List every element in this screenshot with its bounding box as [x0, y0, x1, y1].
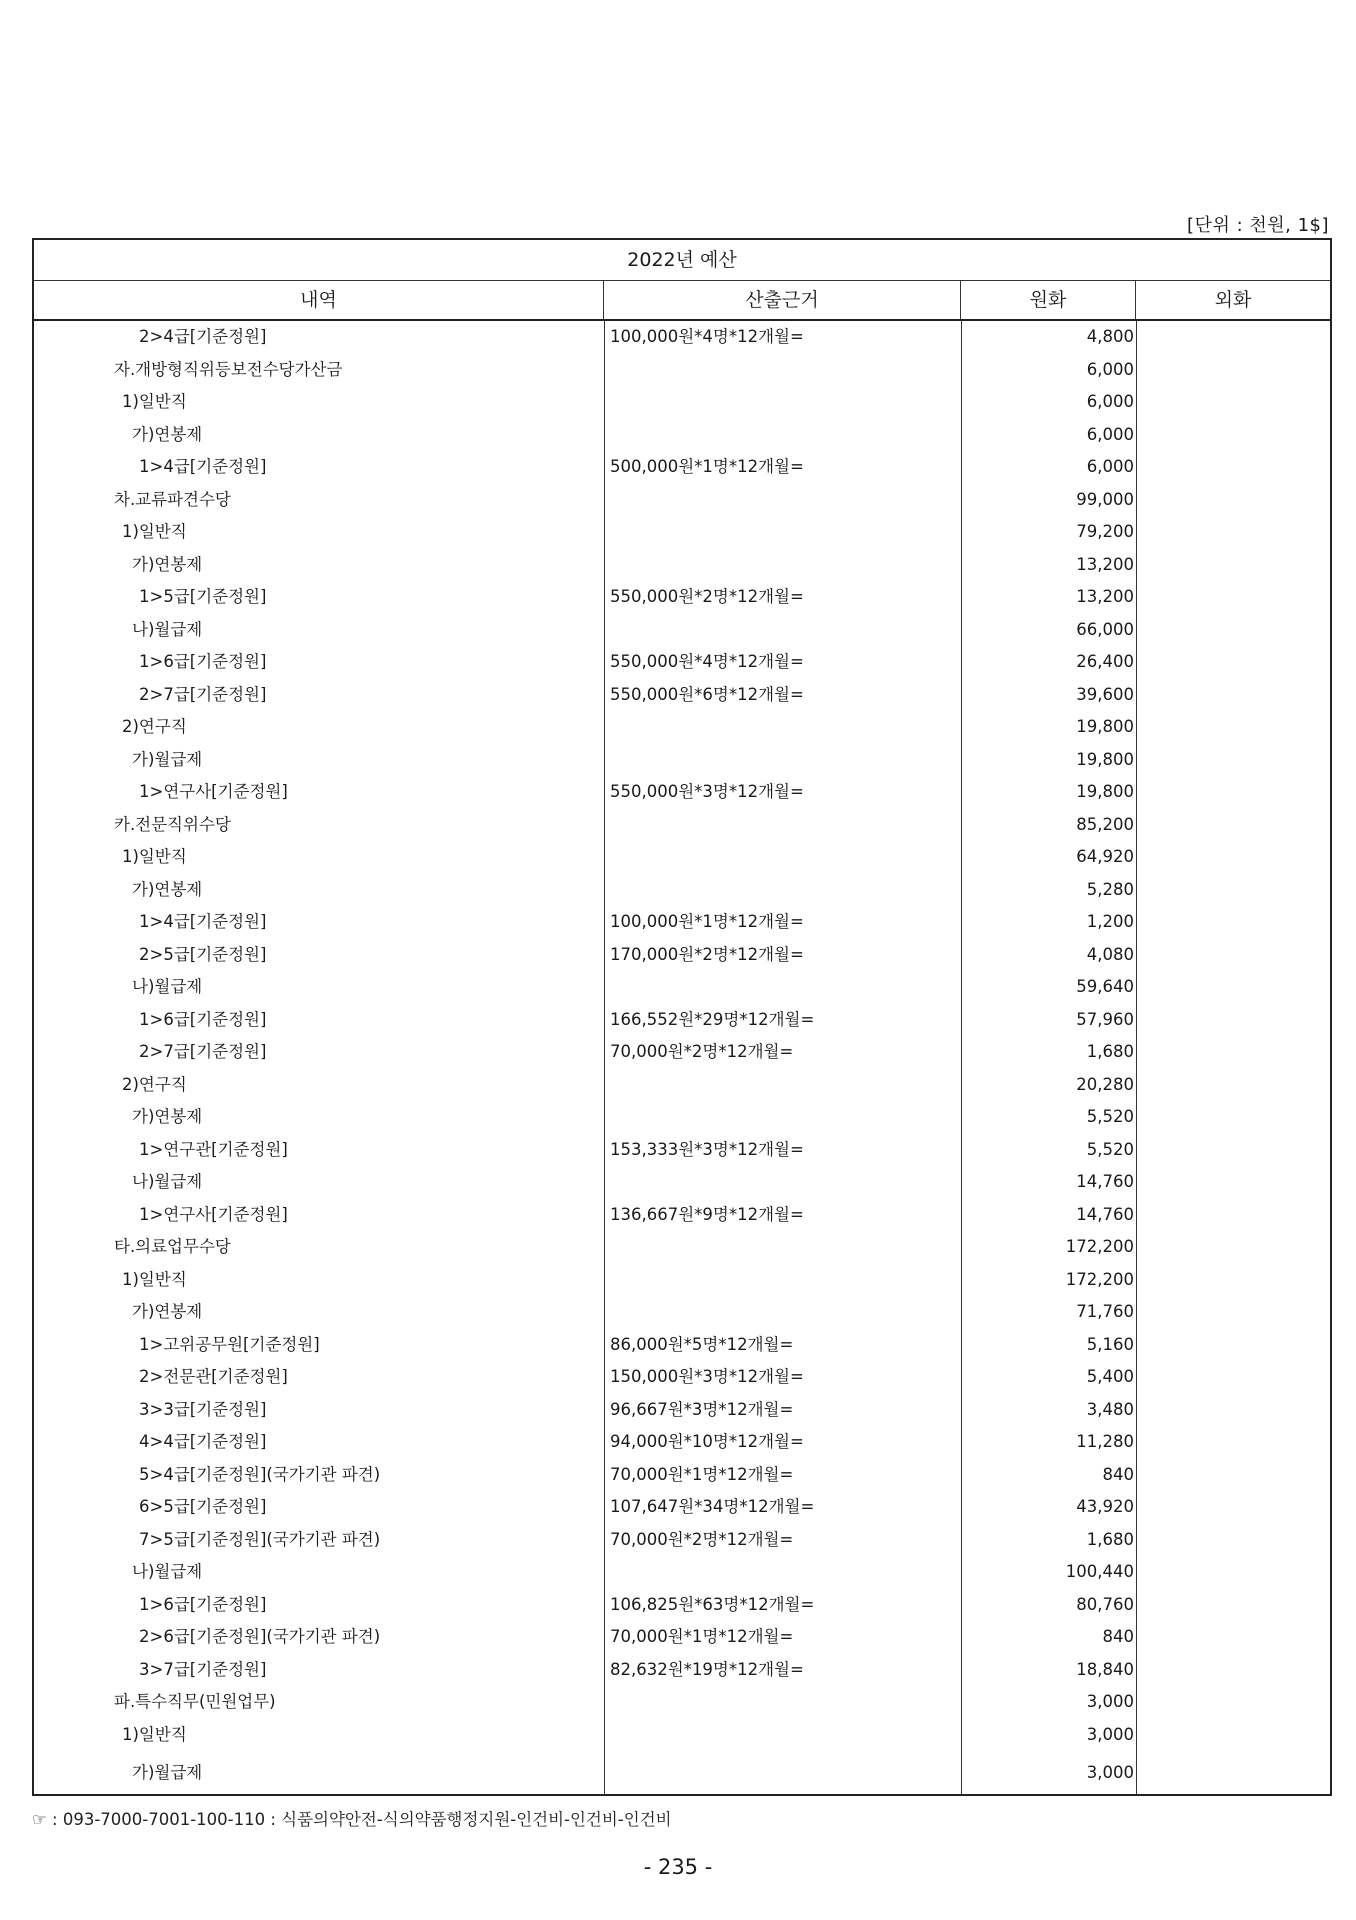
row-basis: 166,552원*29명*12개월= [610, 1009, 815, 1029]
row-description: 3>3급[기준정원] [139, 1399, 267, 1419]
row-basis: 100,000원*1명*12개월= [610, 912, 804, 931]
row-basis [604, 516, 961, 549]
row-fx [1136, 1361, 1330, 1394]
row-krw: 14,760 [1076, 1172, 1134, 1191]
row-basis [604, 1719, 961, 1752]
row-krw: 3,000 [1086, 1763, 1134, 1782]
row-description: 자.개방형직위등보전수당가산금 [114, 359, 343, 379]
row-fx [1136, 1329, 1330, 1362]
row-description: 2)연구직 [122, 1074, 187, 1094]
row-krw: 6,000 [1086, 392, 1134, 411]
row-krw: 6,000 [1086, 359, 1134, 379]
row-basis: 550,000원*3명*12개월= [610, 782, 804, 801]
row-description: 3>7급[기준정원] [139, 1659, 267, 1679]
row-description: 2>6급[기준정원](국가기관 파견) [139, 1627, 381, 1646]
row-basis: 150,000원*3명*12개월= [610, 1367, 804, 1386]
row-basis: 136,667원*9명*12개월= [610, 1204, 804, 1224]
row-basis [604, 841, 961, 874]
header-fx: 외화 [1214, 289, 1252, 311]
row-krw: 5,280 [1086, 879, 1134, 899]
row-description: 1>6급[기준정원] [139, 1009, 267, 1029]
row-description: 1>4급[기준정원] [139, 457, 267, 476]
row-basis [604, 711, 961, 744]
row-basis [604, 1751, 961, 1794]
row-description: 가)연봉제 [132, 554, 203, 574]
row-fx [1136, 1036, 1330, 1069]
row-fx [1136, 484, 1330, 517]
row-fx [1136, 451, 1330, 484]
row-basis: 70,000원*1명*12개월= [610, 1627, 794, 1646]
row-krw: 5,520 [1086, 1139, 1134, 1159]
row-basis: 107,647원*34명*12개월= [610, 1497, 815, 1516]
row-fx [1136, 841, 1330, 874]
row-basis [604, 1101, 961, 1134]
row-krw: 11,280 [1076, 1432, 1134, 1451]
row-basis [604, 419, 961, 452]
row-description: 7>5급[기준정원](국가기관 파견) [139, 1529, 381, 1549]
row-description: 파.특수직무(민원업무) [114, 1692, 276, 1711]
row-fx [1136, 1199, 1330, 1232]
row-krw: 43,920 [1076, 1497, 1134, 1516]
table-title: 2022년 예산 [34, 240, 1330, 281]
row-fx [1136, 646, 1330, 679]
row-fx [1136, 516, 1330, 549]
page-number: - 235 - [643, 1855, 713, 1879]
row-basis: 86,000원*5명*12개월= [610, 1334, 794, 1354]
row-fx [1136, 1069, 1330, 1102]
row-krw: 64,920 [1076, 847, 1134, 866]
row-krw: 100,440 [1065, 1562, 1134, 1581]
unit-label: [단위 : 천원, 1$] [1187, 215, 1329, 236]
row-fx [1136, 386, 1330, 419]
row-description: 2>7급[기준정원] [139, 684, 267, 704]
row-basis [604, 354, 961, 387]
row-basis [604, 549, 961, 582]
row-krw: 99,000 [1076, 489, 1134, 509]
row-basis: 94,000원*10명*12개월= [610, 1432, 804, 1451]
row-fx [1136, 1751, 1330, 1794]
row-fx [1136, 549, 1330, 582]
row-basis: 106,825원*63명*12개월= [610, 1594, 815, 1614]
row-krw: 3,000 [1086, 1692, 1134, 1711]
row-fx [1136, 419, 1330, 452]
row-description: 카.전문직위수당 [114, 814, 231, 834]
row-description: 1>고위공무원[기준정원] [139, 1334, 320, 1354]
row-fx [1136, 1654, 1330, 1687]
row-description: 가)월급제 [132, 749, 203, 769]
row-description: 가)연봉제 [132, 879, 203, 899]
row-krw: 26,400 [1076, 652, 1134, 671]
row-basis: 550,000원*2명*12개월= [610, 587, 804, 606]
row-fx [1136, 1719, 1330, 1752]
row-fx [1136, 906, 1330, 939]
row-fx [1136, 679, 1330, 712]
row-fx [1136, 1621, 1330, 1654]
row-krw: 59,640 [1076, 977, 1134, 996]
row-krw: 5,400 [1086, 1367, 1134, 1386]
row-basis: 96,667원*3명*12개월= [610, 1399, 794, 1419]
row-description: 1>4급[기준정원] [139, 912, 267, 931]
row-basis [604, 874, 961, 907]
row-fx [1136, 1166, 1330, 1199]
row-basis: 82,632원*19명*12개월= [610, 1659, 804, 1679]
row-fx [1136, 1459, 1330, 1492]
row-krw: 3,000 [1086, 1724, 1134, 1744]
row-krw: 13,200 [1076, 554, 1134, 574]
row-krw: 57,960 [1076, 1009, 1134, 1029]
row-basis [604, 809, 961, 842]
row-krw: 172,200 [1065, 1237, 1134, 1256]
row-fx [1136, 809, 1330, 842]
row-krw: 19,800 [1076, 749, 1134, 769]
budget-table [32, 238, 1332, 1796]
row-fx [1136, 874, 1330, 907]
row-krw: 840 [1102, 1627, 1134, 1646]
row-krw: 80,760 [1076, 1594, 1134, 1614]
row-description: 1>5급[기준정원] [139, 587, 267, 606]
row-krw: 4,800 [1086, 327, 1134, 346]
row-description: 1>연구사[기준정원] [139, 1204, 288, 1224]
row-description: 나)월급제 [132, 977, 203, 996]
row-basis: 70,000원*2명*12개월= [610, 1042, 794, 1061]
row-krw: 71,760 [1076, 1302, 1134, 1321]
row-fx [1136, 1264, 1330, 1297]
row-description: 가)연봉제 [132, 1302, 203, 1321]
row-basis [604, 971, 961, 1004]
row-description: 나)월급제 [132, 619, 203, 639]
row-basis [604, 1686, 961, 1719]
row-krw: 1,680 [1086, 1042, 1134, 1061]
row-description: 나)월급제 [132, 1562, 203, 1581]
row-description: 4>4급[기준정원] [139, 1432, 267, 1451]
table-body [34, 321, 1330, 1794]
row-krw: 840 [1102, 1464, 1134, 1484]
row-basis [604, 1069, 961, 1102]
row-krw: 3,480 [1086, 1399, 1134, 1419]
row-fx [1136, 1134, 1330, 1167]
row-krw: 85,200 [1076, 814, 1134, 834]
row-krw: 1,200 [1086, 912, 1134, 931]
row-basis [604, 1231, 961, 1264]
row-description: 2>5급[기준정원] [139, 944, 267, 964]
row-krw: 14,760 [1076, 1204, 1134, 1224]
row-description: 5>4급[기준정원](국가기관 파견) [139, 1464, 381, 1484]
row-description: 2>7급[기준정원] [139, 1042, 267, 1061]
account-code-footer: ☞ : 093-7000-7001-100-110 : 식품의약안전-식의약품행정지원-인건비-인건비-인건비 [32, 1810, 672, 1829]
row-fx [1136, 1524, 1330, 1557]
row-fx [1136, 1491, 1330, 1524]
row-fx [1136, 1101, 1330, 1134]
row-krw: 79,200 [1076, 522, 1134, 541]
row-basis [604, 1296, 961, 1329]
row-fx [1136, 1296, 1330, 1329]
row-description: 차.교류파견수당 [114, 489, 231, 509]
row-description: 1)일반직 [122, 1724, 187, 1744]
header-basis: 산출근거 [604, 281, 961, 319]
row-krw: 19,800 [1076, 782, 1134, 801]
column-divider [604, 321, 605, 1794]
row-krw: 66,000 [1076, 619, 1134, 639]
row-fx [1136, 1426, 1330, 1459]
row-description: 1)일반직 [122, 522, 187, 541]
row-description: 2>전문관[기준정원] [139, 1367, 288, 1386]
row-basis [604, 744, 961, 777]
row-description: 가)연봉제 [132, 424, 203, 444]
row-basis [604, 1166, 961, 1199]
header-krw: 원화 [961, 281, 1136, 319]
row-krw: 6,000 [1086, 457, 1134, 476]
row-fx [1136, 711, 1330, 744]
row-description: 2)연구직 [122, 717, 187, 736]
row-krw: 1,680 [1086, 1529, 1134, 1549]
row-basis [604, 614, 961, 647]
row-fx [1136, 1231, 1330, 1264]
row-fx [1136, 321, 1330, 354]
row-basis: 550,000원*4명*12개월= [610, 652, 804, 671]
row-fx [1136, 614, 1330, 647]
row-description: 6>5급[기준정원] [139, 1497, 267, 1516]
row-fx [1136, 1004, 1330, 1037]
row-fx [1136, 1686, 1330, 1719]
row-krw: 172,200 [1065, 1269, 1134, 1289]
row-basis: 550,000원*6명*12개월= [610, 684, 804, 704]
row-basis: 153,333원*3명*12개월= [610, 1139, 804, 1159]
header-description: 내역 [34, 281, 604, 319]
row-description: 1>연구관[기준정원] [139, 1139, 288, 1159]
table-header [34, 281, 1330, 321]
row-krw: 39,600 [1076, 684, 1134, 704]
row-krw: 5,160 [1086, 1334, 1134, 1354]
row-description: 1)일반직 [122, 847, 187, 866]
row-description: 타.의료업무수당 [114, 1237, 231, 1256]
row-description: 1)일반직 [122, 1269, 187, 1289]
row-description: 가)연봉제 [132, 1107, 203, 1126]
row-description: 1)일반직 [122, 392, 187, 411]
row-krw: 19,800 [1076, 717, 1134, 736]
row-fx [1136, 1556, 1330, 1589]
row-fx [1136, 1589, 1330, 1622]
row-basis [604, 1556, 961, 1589]
row-basis: 170,000원*2명*12개월= [610, 944, 804, 964]
row-fx [1136, 354, 1330, 387]
row-description: 가)월급제 [132, 1763, 203, 1782]
row-krw: 18,840 [1076, 1659, 1134, 1679]
row-basis [604, 1264, 961, 1297]
row-fx [1136, 581, 1330, 614]
row-fx [1136, 776, 1330, 809]
row-krw: 13,200 [1076, 587, 1134, 606]
row-description: 나)월급제 [132, 1172, 203, 1191]
row-fx [1136, 971, 1330, 1004]
row-krw: 5,520 [1086, 1107, 1134, 1126]
row-fx [1136, 1394, 1330, 1427]
column-divider [961, 321, 962, 1794]
row-basis: 70,000원*2명*12개월= [610, 1529, 794, 1549]
row-basis [604, 386, 961, 419]
row-basis [604, 484, 961, 517]
row-fx [1136, 744, 1330, 777]
row-krw: 20,280 [1076, 1074, 1134, 1094]
row-basis: 70,000원*1명*12개월= [610, 1464, 794, 1484]
row-basis: 500,000원*1명*12개월= [610, 457, 804, 476]
column-divider [1136, 321, 1137, 1794]
row-description: 1>6급[기준정원] [139, 1594, 267, 1614]
row-krw: 4,080 [1086, 944, 1134, 964]
row-description: 1>연구사[기준정원] [139, 782, 288, 801]
row-description: 1>6급[기준정원] [139, 652, 267, 671]
row-basis: 100,000원*4명*12개월= [610, 327, 804, 346]
row-description: 2>4급[기준정원] [139, 327, 267, 346]
row-krw: 6,000 [1086, 424, 1134, 444]
row-fx [1136, 939, 1330, 972]
